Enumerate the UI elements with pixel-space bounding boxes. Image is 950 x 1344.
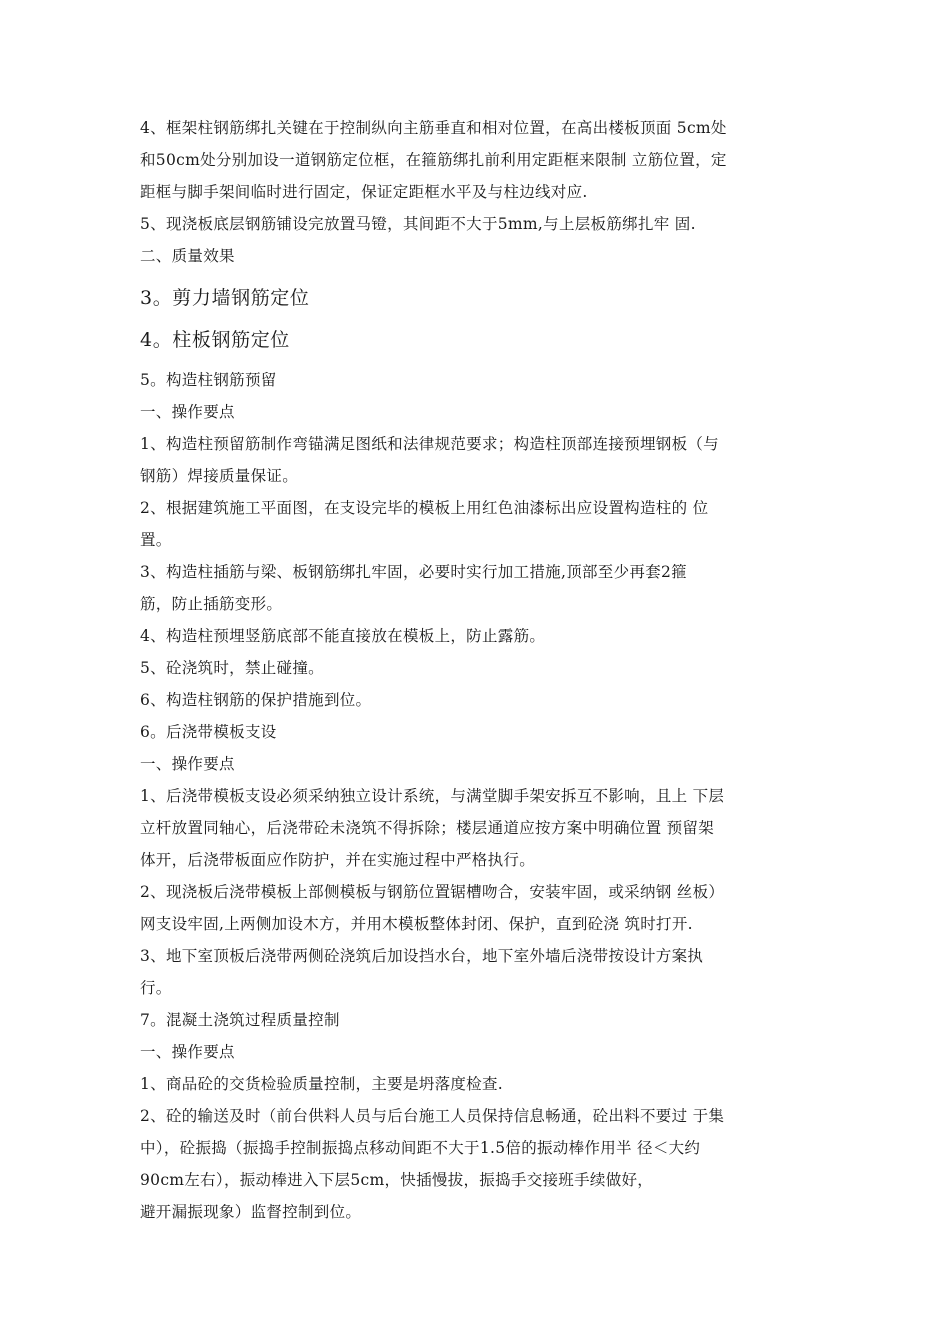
- subsection-heading: [140, 716, 820, 748]
- text-line: 二、质量效果: [140, 247, 235, 265]
- text-line: 距框与脚手架间临时进行固定，保证定距框水平及与柱边线对应.: [140, 183, 588, 201]
- text-line: 网支设牢固,上两侧加设木方，并用木模板整体封闭、保护，直到砼浇 筑时打开.: [140, 915, 693, 933]
- subsection-heading: [140, 364, 820, 396]
- text-line: 1、构造柱预留筋制作弯锚满足图纸和法律规范要求；构造柱顶部连接预埋钢板（与: [140, 435, 719, 453]
- paragraph: [140, 652, 820, 684]
- text-line: 和50cm处分别加设一道钢筋定位框，在箍筋绑扎前利用定距框来限制 立筋位置，定: [140, 151, 727, 169]
- subsection-heading: [140, 324, 820, 356]
- paragraph: [140, 1100, 820, 1228]
- paragraph: [140, 1068, 820, 1100]
- text-line: 2、现浇板后浇带模板上部侧模板与钢筋位置锯槽吻合，安装牢固，或采纳钢 丝板）: [140, 883, 725, 901]
- section-heading: [140, 396, 820, 428]
- text-line: 3、构造柱插筋与梁、板钢筋绑扎牢固，必要时实行加工措施,顶部至少再套2箍: [140, 563, 687, 581]
- text-line: 一、操作要点: [140, 1043, 235, 1061]
- text-line: 钢筋）焊接质量保证。: [140, 467, 299, 485]
- text-line: 90cm左右），振动棒进入下层5cm，快插慢拔，振捣手交接班手续做好，: [140, 1171, 654, 1189]
- text-line: 6、构造柱钢筋的保护措施到位。: [140, 691, 372, 709]
- text-line: 1、后浇带模板支设必须采纳独立设计系统，与满堂脚手架安拆互不影响，且上 下层: [140, 787, 725, 805]
- paragraph: [140, 112, 820, 208]
- text-line: 1、商品砼的交货检验质量控制，主要是坍落度检查.: [140, 1075, 503, 1093]
- text-line: 行。: [140, 979, 172, 997]
- text-line: 4、构造柱预埋竖筋底部不能直接放在模板上，防止露筋。: [140, 627, 546, 645]
- section-heading: [140, 748, 820, 780]
- paragraph: [140, 940, 820, 1004]
- text-line: 筋，防止插筋变形。: [140, 595, 283, 613]
- paragraph: [140, 428, 820, 492]
- text-line: 立杆放置同轴心，后浇带砼未浇筑不得拆除；楼层通道应按方案中明确位置 预留架: [140, 819, 715, 837]
- text-line: 5、现浇板底层钢筋铺设完放置马镫，其间距不大于5mm,与上层板筋绑扎牢 固.: [140, 215, 696, 233]
- text-line: 7。混凝土浇筑过程质量控制: [140, 1011, 340, 1029]
- paragraph: [140, 684, 820, 716]
- paragraph: [140, 208, 820, 240]
- paragraph: [140, 556, 820, 620]
- subsection-heading: [140, 1004, 820, 1036]
- text-line: 5。构造柱钢筋预留: [140, 371, 277, 389]
- section-heading: [140, 240, 820, 272]
- text-line: 3、地下室顶板后浇带两侧砼浇筑后加设挡水台，地下室外墙后浇带按设计方案执: [140, 947, 704, 965]
- paragraph: [140, 876, 820, 940]
- text-line: 6。后浇带模板支设: [140, 723, 277, 741]
- paragraph: [140, 492, 820, 556]
- text-line: 一、操作要点: [140, 755, 235, 773]
- text-line: 避开漏振现象）监督控制到位。: [140, 1203, 362, 1221]
- paragraph: [140, 780, 820, 876]
- text-line: 体开，后浇带板面应作防护，并在实施过程中严格执行。: [140, 851, 536, 869]
- subsection-heading: [140, 282, 820, 314]
- text-line: 置。: [140, 531, 172, 549]
- section-heading: [140, 1036, 820, 1068]
- document-page: [140, 112, 820, 1228]
- text-line: 5、砼浇筑时，禁止碰撞。: [140, 659, 324, 677]
- paragraph: [140, 620, 820, 652]
- text-line: 3。剪力墙钢筋定位: [140, 287, 310, 309]
- text-line: 中），砼振捣（振捣手控制振捣点移动间距不大于1.5倍的振动棒作用半 径＜大约: [140, 1139, 701, 1157]
- text-line: 4。柱板钢筋定位: [140, 329, 290, 351]
- text-line: 一、操作要点: [140, 403, 235, 421]
- text-line: 4、框架柱钢筋绑扎关键在于控制纵向主筋垂直和相对位置，在高出楼板顶面 5cm处: [140, 119, 727, 137]
- text-line: 2、砼的输送及时（前台供料人员与后台施工人员保持信息畅通，砼出料不要过 于集: [140, 1107, 725, 1125]
- text-line: 2、根据建筑施工平面图，在支设完毕的模板上用红色油漆标出应设置构造柱的 位: [140, 499, 709, 517]
